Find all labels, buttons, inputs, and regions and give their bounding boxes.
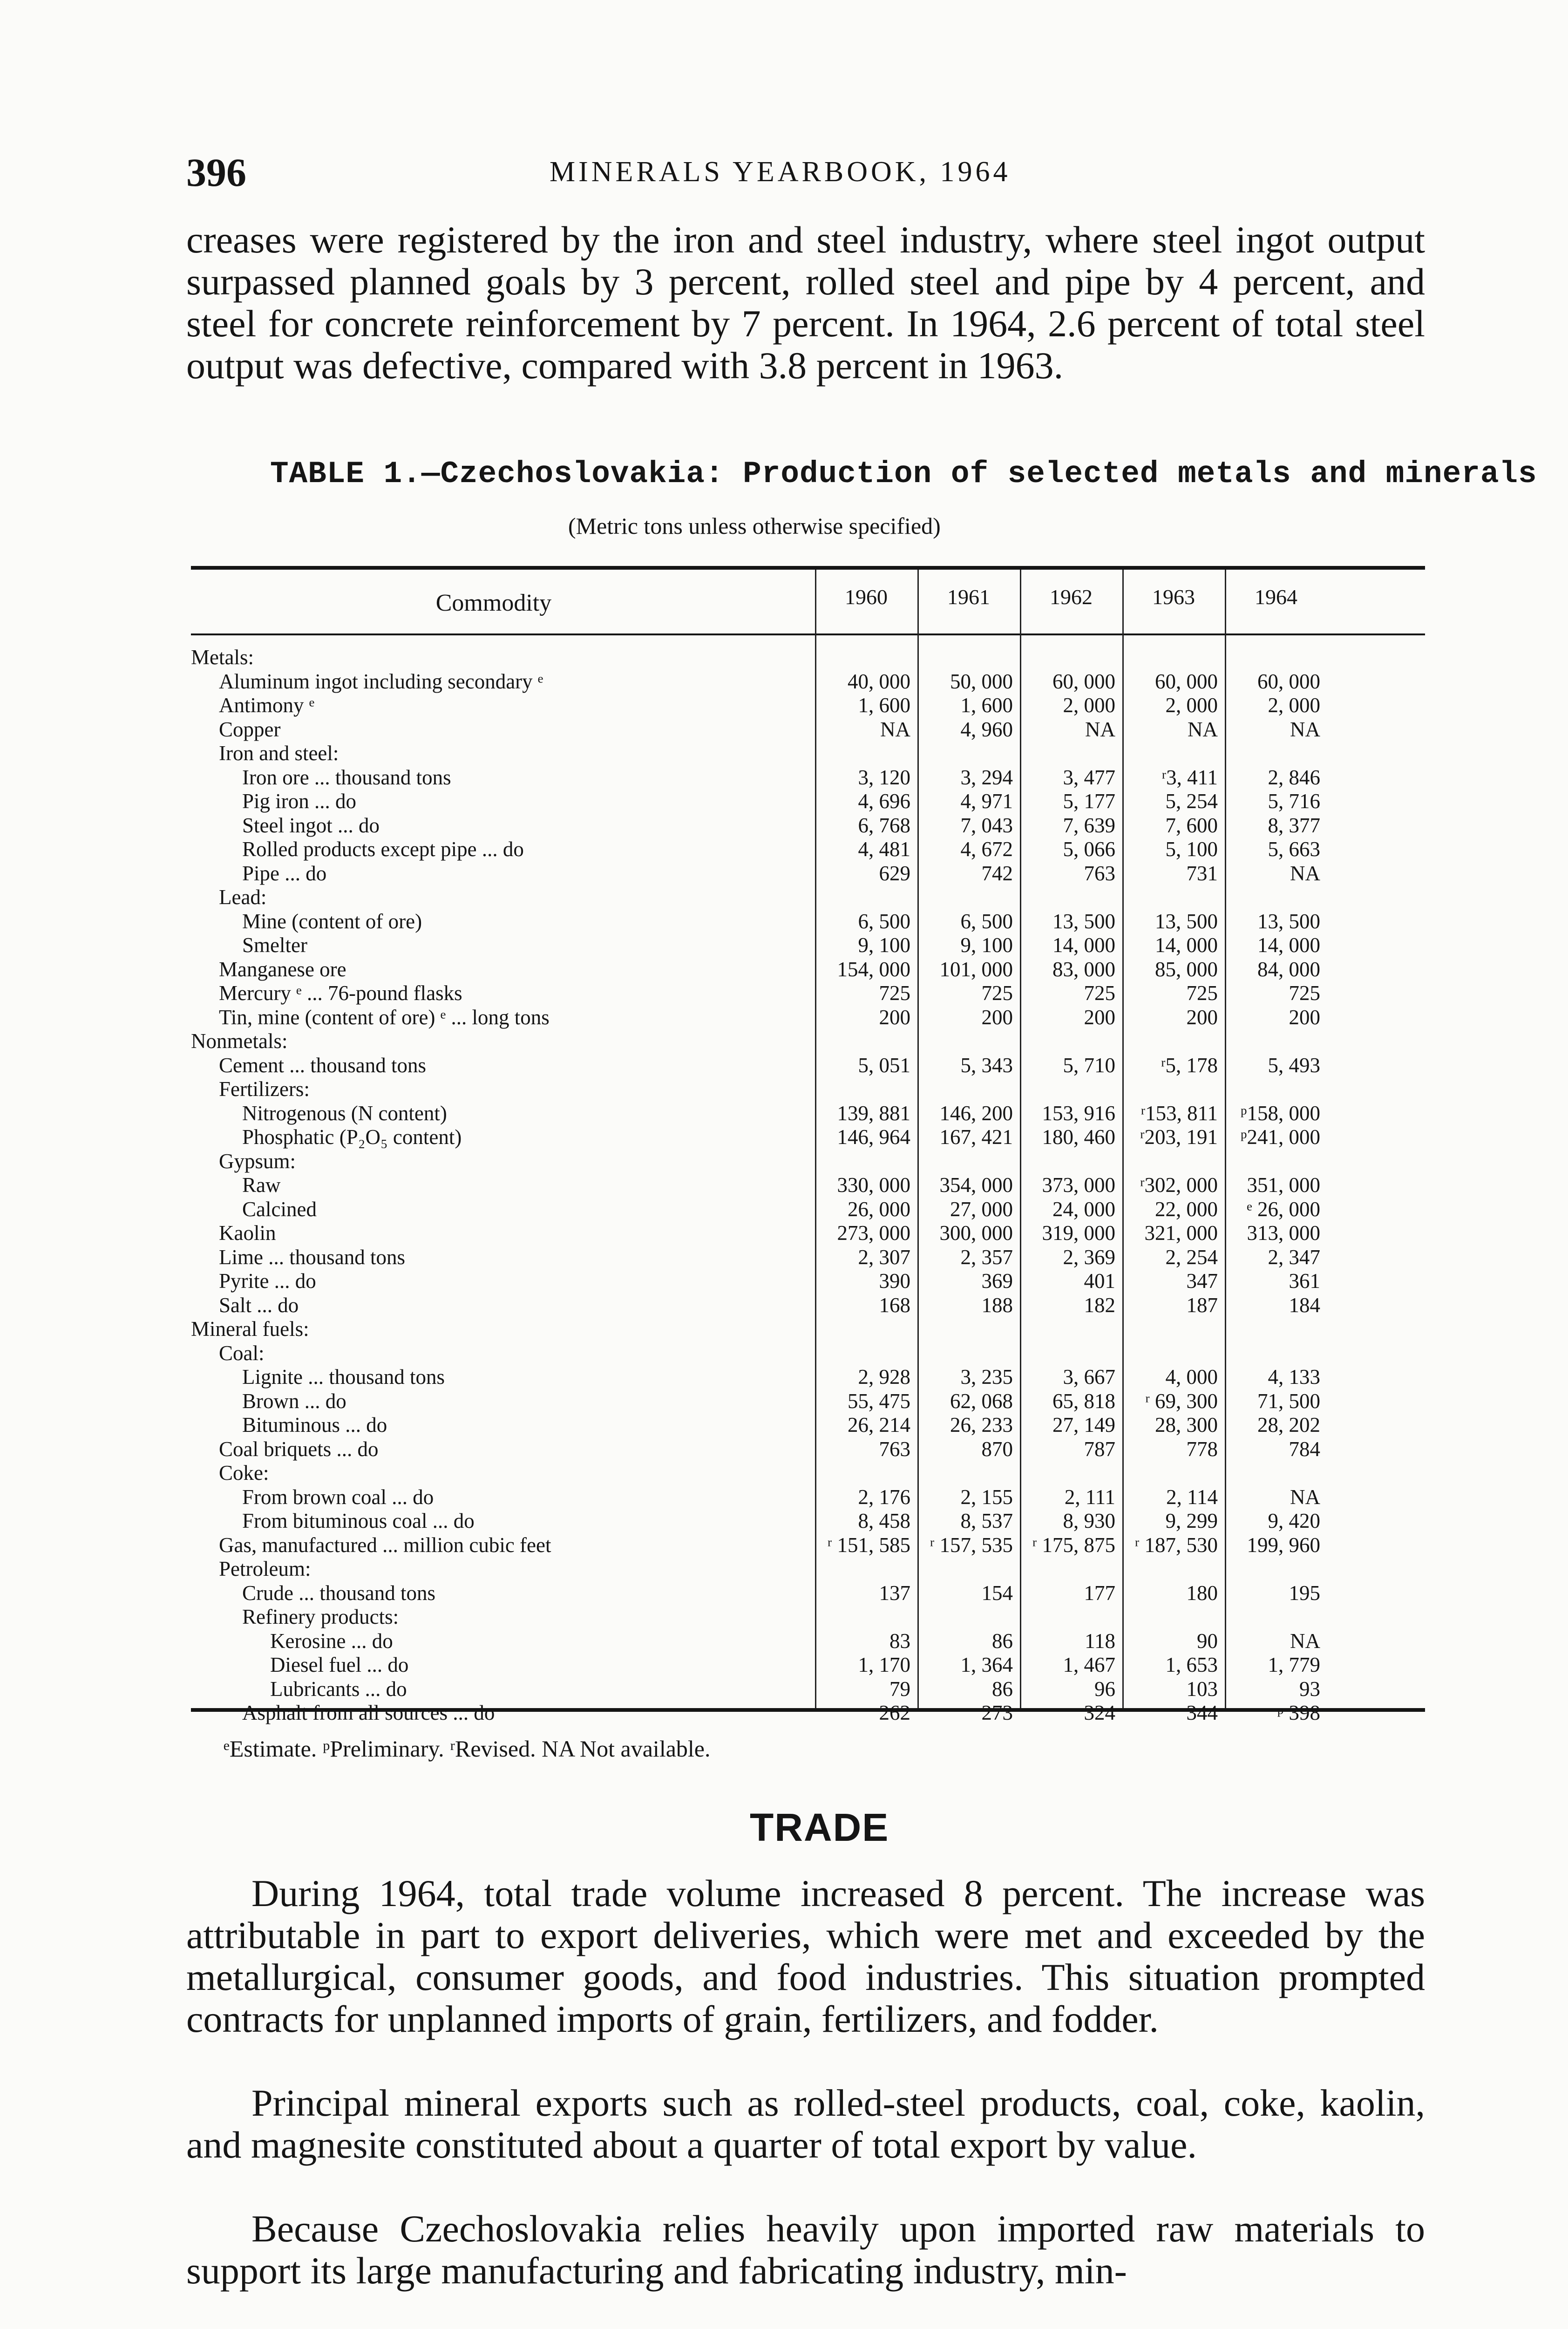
row-label: Antimony ᵉ	[219, 694, 315, 717]
cell-value: 118	[1085, 1629, 1115, 1653]
cell-value: 4, 696	[858, 790, 910, 813]
table-row	[191, 1605, 1425, 1629]
cell-value: 14, 000	[1257, 933, 1320, 957]
cell-value: 14, 000	[1052, 933, 1115, 957]
trade-paragraph: Principal mineral exports such as rolled-steel products, coal, coke, kaolin, and magnesite constituted about a quarter of total export by value.	[186, 2082, 1425, 2166]
cell-value: 28, 202	[1257, 1413, 1320, 1437]
table-subtitle: (Metric tons unless otherwise specified)	[568, 513, 941, 539]
row-label: Gas, manufactured ... million cubic feet	[219, 1533, 551, 1557]
cell-value: 5, 493	[1268, 1053, 1320, 1077]
cell-value: 154	[981, 1581, 1013, 1605]
cell-value: 373, 000	[1042, 1173, 1115, 1197]
cell-value: ᵖ158, 000	[1240, 1101, 1320, 1125]
row-label: Lead:	[219, 885, 267, 909]
cell-value: 300, 000	[939, 1221, 1013, 1245]
cell-value: 9, 100	[960, 933, 1013, 957]
cell-value: 90	[1197, 1629, 1218, 1653]
cell-value: 8, 930	[1063, 1509, 1115, 1532]
table-row	[191, 1221, 1425, 1245]
cell-value: 725	[1084, 981, 1115, 1005]
table-header-rule	[191, 633, 1425, 635]
row-label: Petroleum:	[219, 1557, 311, 1580]
cell-value: ʳ 151, 585	[827, 1533, 910, 1557]
cell-value: 7, 639	[1063, 813, 1115, 837]
cell-value: 2, 155	[960, 1485, 1013, 1509]
table-row	[191, 813, 1425, 838]
cell-value: 62, 068	[950, 1389, 1013, 1413]
cell-value: 199, 960	[1247, 1533, 1320, 1557]
cell-value: 401	[1084, 1269, 1115, 1293]
column-header-1960: 1960	[845, 585, 888, 609]
cell-value: 27, 149	[1052, 1413, 1115, 1437]
cell-value: 1, 364	[960, 1653, 1013, 1676]
column-header-1961: 1961	[947, 585, 990, 609]
cell-value: 4, 000	[1165, 1365, 1218, 1389]
cell-value: 2, 176	[858, 1485, 910, 1509]
cell-value: 5, 710	[1063, 1053, 1115, 1077]
cell-value: ʳ3, 411	[1161, 765, 1218, 789]
cell-value: 344	[1186, 1701, 1218, 1724]
row-label: Crude ... thousand tons	[242, 1581, 435, 1605]
production-table	[191, 566, 1425, 1724]
row-label: Lubricants ... do	[270, 1677, 407, 1701]
table-row	[191, 1653, 1425, 1677]
cell-value: 2, 307	[858, 1245, 910, 1269]
row-label: Pig iron ... do	[242, 790, 357, 813]
cell-value: 7, 043	[960, 813, 1013, 837]
cell-value: 84, 000	[1257, 957, 1320, 981]
row-label: Iron and steel:	[219, 742, 339, 765]
cell-value: 200	[879, 1005, 910, 1029]
row-label: Pipe ... do	[242, 861, 327, 885]
column-header-1962: 1962	[1050, 585, 1093, 609]
row-label: Calcined	[242, 1197, 317, 1221]
cell-value: 731	[1186, 861, 1218, 885]
row-label: Nitrogenous (N content)	[242, 1101, 447, 1125]
cell-value: 153, 916	[1042, 1101, 1115, 1125]
row-label: Mineral fuels:	[191, 1317, 309, 1341]
cell-value: 184	[1289, 1293, 1320, 1317]
cell-value: 26, 233	[950, 1413, 1013, 1437]
cell-value: 187	[1186, 1293, 1218, 1317]
cell-value: 22, 000	[1155, 1197, 1218, 1221]
cell-value: 2, 254	[1165, 1245, 1218, 1269]
row-label: Tin, mine (content of ore) ᵉ ... long tons	[219, 1005, 550, 1029]
row-label: Salt ... do	[219, 1293, 299, 1317]
row-label: Coal:	[219, 1341, 265, 1365]
table-row	[191, 1341, 1425, 1365]
cell-value: 200	[1186, 1005, 1218, 1029]
table-row	[191, 861, 1425, 885]
cell-value: 6, 500	[960, 909, 1013, 933]
cell-value: 390	[879, 1269, 910, 1293]
row-label: Aluminum ingot including secondary ᵉ	[219, 669, 543, 693]
table-row	[191, 1677, 1425, 1701]
cell-value: NA	[1290, 861, 1320, 885]
row-label: Diesel fuel ... do	[270, 1653, 409, 1676]
cell-value: 200	[1289, 1005, 1320, 1029]
table-row	[191, 1317, 1425, 1341]
cell-value: 200	[981, 1005, 1013, 1029]
row-label: Coal briquets ... do	[219, 1437, 379, 1461]
cell-value: 180, 460	[1042, 1125, 1115, 1149]
row-label: Brown ... do	[242, 1389, 346, 1413]
table-row	[191, 1005, 1425, 1029]
cell-value: 321, 000	[1144, 1221, 1218, 1245]
table-row	[191, 1365, 1425, 1389]
table-title: TABLE 1.—Czechoslovakia: Production of selected metals and minerals	[270, 456, 1537, 491]
cell-value: NA	[1290, 1485, 1320, 1509]
cell-value: 361	[1289, 1269, 1320, 1293]
table-row	[191, 1509, 1425, 1533]
row-label: Cement ... thousand tons	[219, 1053, 426, 1077]
cell-value: 13, 500	[1155, 909, 1218, 933]
cell-value: 629	[879, 861, 910, 885]
row-label: Lime ... thousand tons	[219, 1245, 405, 1269]
cell-value: 742	[981, 861, 1013, 885]
row-label: Iron ore ... thousand tons	[242, 765, 451, 789]
table-row	[191, 981, 1425, 1005]
table-row	[191, 1053, 1425, 1077]
cell-value: 2, 846	[1268, 765, 1320, 789]
cell-value: 13, 500	[1052, 909, 1115, 933]
table-row	[191, 1533, 1425, 1557]
cell-value: 2, 000	[1165, 694, 1218, 717]
cell-value: 50, 000	[950, 669, 1013, 693]
row-label: Fertilizers:	[219, 1077, 310, 1101]
row-label: Bituminous ... do	[242, 1413, 387, 1437]
cell-value: 4, 960	[960, 717, 1013, 741]
row-label: Mine (content of ore)	[242, 909, 422, 933]
cell-value: 1, 779	[1268, 1653, 1320, 1676]
cell-value: ʳ 175, 875	[1032, 1533, 1115, 1557]
cell-value: NA	[1290, 1629, 1320, 1653]
cell-value: ʳ153, 811	[1140, 1101, 1218, 1125]
trade-paragraph: During 1964, total trade volume increased 8 percent. The increase was attributable in part to export deliveries, which were met and exceeded by the metallurgical, consumer goods, and food industries. This situation prompted contracts for unplanned imports of grain, fertilizers, and fodder.	[186, 1872, 1425, 2040]
cell-value: 273	[981, 1701, 1013, 1724]
cell-value: 71, 500	[1257, 1389, 1320, 1413]
table-row	[191, 1413, 1425, 1437]
cell-value: 146, 200	[939, 1101, 1013, 1125]
row-label: Copper	[219, 717, 281, 741]
table-row	[191, 1557, 1425, 1581]
row-label: Pyrite ... do	[219, 1269, 316, 1293]
cell-value: 2, 357	[960, 1245, 1013, 1269]
cell-value: 60, 000	[1155, 669, 1218, 693]
cell-value: 369	[981, 1269, 1013, 1293]
cell-value: 5, 066	[1063, 838, 1115, 861]
cell-value: 83	[889, 1629, 910, 1653]
table-row	[191, 693, 1425, 717]
cell-value: 725	[1289, 981, 1320, 1005]
cell-value: 324	[1084, 1701, 1115, 1724]
cell-value: 139, 881	[837, 1101, 910, 1125]
cell-value: 1, 653	[1165, 1653, 1218, 1676]
cell-value: 146, 964	[837, 1125, 910, 1149]
table-row	[191, 1173, 1425, 1197]
cell-value: 3, 667	[1063, 1365, 1115, 1389]
running-head: MINERALS YEARBOOK, 1964	[550, 156, 1011, 188]
cell-value: 330, 000	[837, 1173, 910, 1197]
table-row	[191, 1149, 1425, 1173]
table-row	[191, 885, 1425, 909]
cell-value: 154, 000	[837, 957, 910, 981]
cell-value: 93	[1299, 1677, 1320, 1701]
cell-value: 180	[1186, 1581, 1218, 1605]
column-header-1964: 1964	[1255, 585, 1297, 609]
cell-value: 103	[1186, 1677, 1218, 1701]
cell-value: 347	[1186, 1269, 1218, 1293]
cell-value: 167, 421	[939, 1125, 1013, 1149]
table-row	[191, 645, 1425, 669]
cell-value: ʳ302, 000	[1140, 1173, 1218, 1197]
column-header-1963: 1963	[1152, 585, 1195, 609]
cell-value: 8, 377	[1268, 813, 1320, 837]
row-label: Refinery products:	[242, 1605, 399, 1628]
cell-value: 8, 537	[960, 1509, 1013, 1532]
section-heading-trade: TRADE	[750, 1805, 889, 1849]
table-footnote: ᵉEstimate. ᵖPreliminary. ʳRevised. NA Not available.	[224, 1736, 711, 1762]
cell-value: 14, 000	[1155, 933, 1218, 957]
cell-value: NA	[1188, 717, 1218, 741]
row-label: Kaolin	[219, 1221, 276, 1245]
table-top-rule	[191, 566, 1425, 570]
cell-value: 5, 051	[858, 1053, 910, 1077]
cell-value: 6, 500	[858, 909, 910, 933]
cell-value: 177	[1084, 1581, 1115, 1605]
cell-value: ᵖ241, 000	[1240, 1125, 1320, 1149]
cell-value: 351, 000	[1247, 1173, 1320, 1197]
cell-value: 7, 600	[1165, 813, 1218, 837]
row-label: Smelter	[242, 933, 307, 957]
cell-value: 200	[1084, 1005, 1115, 1029]
table-row	[191, 1701, 1425, 1725]
cell-value: 1, 170	[858, 1653, 910, 1676]
row-label: Manganese ore	[219, 957, 346, 981]
cell-value: 2, 111	[1064, 1485, 1115, 1509]
cell-value: 24, 000	[1052, 1197, 1115, 1221]
cell-value: 28, 300	[1155, 1413, 1218, 1437]
table-row	[191, 1197, 1425, 1221]
trade-paragraph: Because Czechoslovakia relies heavily upon imported raw materials to support its large manufacturing and fabricating industry, min-	[186, 2207, 1425, 2292]
row-label: Steel ingot ... do	[242, 813, 380, 837]
cell-value: 3, 120	[858, 765, 910, 789]
cell-value: ʳ 157, 535	[930, 1533, 1013, 1557]
cell-value: 26, 000	[848, 1197, 910, 1221]
cell-value: 3, 477	[1063, 765, 1115, 789]
cell-value: 26, 214	[848, 1413, 910, 1437]
cell-value: 1, 600	[858, 694, 910, 717]
page-header	[186, 149, 1434, 200]
cell-value: 83, 000	[1052, 957, 1115, 981]
cell-value: 188	[981, 1293, 1013, 1317]
cell-value: 319, 000	[1042, 1221, 1115, 1245]
table-row	[191, 1125, 1425, 1149]
cell-value: 5, 343	[960, 1053, 1013, 1077]
cell-value: 3, 294	[960, 765, 1013, 789]
cell-value: 2, 928	[858, 1365, 910, 1389]
cell-value: 262	[879, 1701, 910, 1724]
row-label: Lignite ... thousand tons	[242, 1365, 445, 1389]
cell-value: 195	[1289, 1581, 1320, 1605]
cell-value: 6, 768	[858, 813, 910, 837]
column-header-commodity: Commodity	[435, 590, 552, 616]
cell-value: NA	[1290, 717, 1320, 741]
cell-value: 101, 000	[939, 957, 1013, 981]
table-row	[191, 1269, 1425, 1293]
table-row	[191, 1245, 1425, 1269]
table-row	[191, 1437, 1425, 1461]
row-label: Coke:	[219, 1461, 269, 1485]
cell-value: ʳ5, 178	[1161, 1053, 1218, 1077]
cell-value: 60, 000	[1257, 669, 1320, 693]
table-row	[191, 1101, 1425, 1125]
cell-value: 5, 254	[1165, 790, 1218, 813]
cell-value: 778	[1186, 1437, 1218, 1461]
cell-value: ʳ 187, 530	[1134, 1533, 1218, 1557]
cell-value: 1, 600	[960, 694, 1013, 717]
cell-value: 725	[879, 981, 910, 1005]
table-row	[191, 765, 1425, 790]
cell-value: 9, 420	[1268, 1509, 1320, 1532]
cell-value: ʳ 69, 300	[1145, 1389, 1218, 1413]
table-row	[191, 669, 1425, 694]
cell-value: 86	[992, 1677, 1013, 1701]
intro-paragraph: creases were registered by the iron and steel industry, where steel ingot output surpassed planned goals by 3 percent, rolled steel and pipe by 4 percent, and steel for concrete reinforcement by 7 percent. In 1964, 2.6 percent of total steel output was defective, compared with 3.8 percent in 1963.	[186, 218, 1425, 387]
table-row	[191, 789, 1425, 813]
cell-value: 96	[1094, 1677, 1115, 1701]
cell-value: NA	[1085, 717, 1115, 741]
cell-value: 4, 481	[858, 838, 910, 861]
cell-value: 60, 000	[1052, 669, 1115, 693]
cell-value: 168	[879, 1293, 910, 1317]
cell-value: 85, 000	[1155, 957, 1218, 981]
row-label: Gypsum:	[219, 1149, 296, 1173]
cell-value: 2, 114	[1166, 1485, 1218, 1509]
cell-value: 784	[1289, 1437, 1320, 1461]
cell-value: 3, 235	[960, 1365, 1013, 1389]
table-row	[191, 957, 1425, 981]
cell-value: 65, 818	[1052, 1389, 1115, 1413]
cell-value: 725	[1186, 981, 1218, 1005]
cell-value: 725	[981, 981, 1013, 1005]
cell-value: 9, 100	[858, 933, 910, 957]
cell-value: 8, 458	[858, 1509, 910, 1532]
row-label: Kerosine ... do	[270, 1629, 393, 1653]
table-row	[191, 1461, 1425, 1485]
cell-value: 5, 716	[1268, 790, 1320, 813]
page-number: 396	[186, 150, 246, 195]
table-row	[191, 1029, 1425, 1053]
cell-value: 2, 000	[1268, 694, 1320, 717]
table-row	[191, 1629, 1425, 1653]
table-row	[191, 717, 1425, 742]
table-row	[191, 837, 1425, 861]
row-label: Phosphatic (P₂O₅ content)	[242, 1125, 462, 1149]
row-label: From bituminous coal ... do	[242, 1509, 475, 1532]
cell-value: 2, 000	[1063, 694, 1115, 717]
row-label: Asphalt from all sources ... do	[242, 1701, 495, 1724]
row-label: Raw	[242, 1173, 281, 1197]
cell-value: ʳ203, 191	[1140, 1125, 1218, 1149]
row-label: Rolled products except pipe ... do	[242, 838, 524, 861]
table-row	[191, 933, 1425, 957]
row-label: Mercury ᵉ ... 76-pound flasks	[219, 981, 462, 1005]
table-row	[191, 1077, 1425, 1101]
cell-value: NA	[880, 717, 910, 741]
cell-value: 5, 177	[1063, 790, 1115, 813]
cell-value: 870	[981, 1437, 1013, 1461]
cell-value: 86	[992, 1629, 1013, 1653]
cell-value: 313, 000	[1247, 1221, 1320, 1245]
cell-value: 9, 299	[1165, 1509, 1218, 1532]
cell-value: 137	[879, 1581, 910, 1605]
cell-value: 354, 000	[939, 1173, 1013, 1197]
table-row	[191, 909, 1425, 933]
cell-value: 27, 000	[950, 1197, 1013, 1221]
cell-value: 763	[1084, 861, 1115, 885]
cell-value: 4, 971	[960, 790, 1013, 813]
cell-value: ᵉ 26, 000	[1247, 1197, 1320, 1221]
cell-value: 273, 000	[837, 1221, 910, 1245]
cell-value: 787	[1084, 1437, 1115, 1461]
cell-value: 4, 672	[960, 838, 1013, 861]
table-row	[191, 741, 1425, 765]
cell-value: 2, 369	[1063, 1245, 1115, 1269]
cell-value: 182	[1084, 1293, 1115, 1317]
row-label: From brown coal ... do	[242, 1485, 434, 1509]
cell-value: 4, 133	[1268, 1365, 1320, 1389]
cell-value: 13, 500	[1257, 909, 1320, 933]
table-row	[191, 1581, 1425, 1605]
cell-value: 5, 663	[1268, 838, 1320, 861]
table-row	[191, 1389, 1425, 1413]
cell-value: 40, 000	[848, 669, 910, 693]
table-row	[191, 1485, 1425, 1509]
cell-value: ᵖ 398	[1277, 1701, 1320, 1724]
row-label: Metals:	[191, 646, 254, 669]
table-row	[191, 1293, 1425, 1317]
cell-value: 79	[889, 1677, 910, 1701]
row-label: Nonmetals:	[191, 1029, 288, 1053]
cell-value: 5, 100	[1165, 838, 1218, 861]
cell-value: 1, 467	[1063, 1653, 1115, 1676]
cell-value: 763	[879, 1437, 910, 1461]
cell-value: 2, 347	[1268, 1245, 1320, 1269]
cell-value: 55, 475	[848, 1389, 910, 1413]
